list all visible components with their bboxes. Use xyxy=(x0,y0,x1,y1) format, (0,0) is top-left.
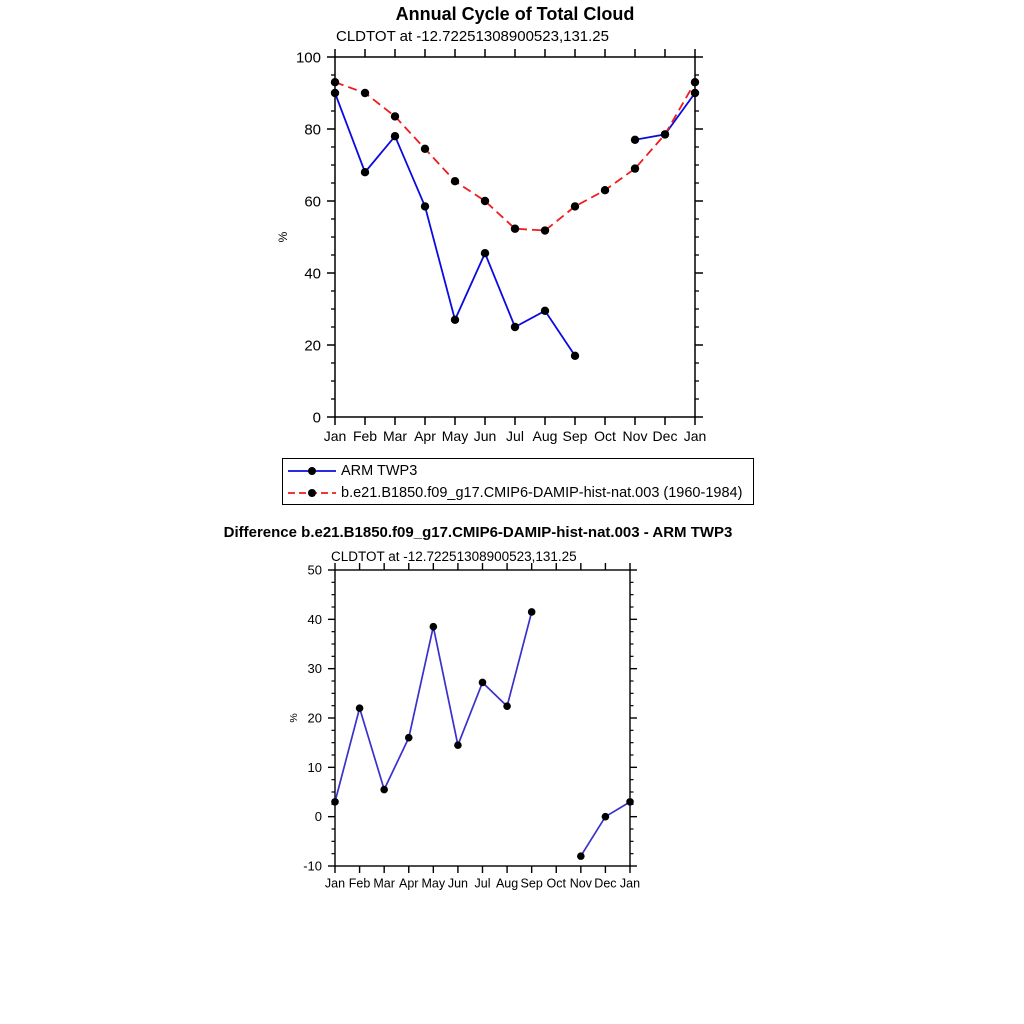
legend-label-arm-twp3: ARM TWP3 xyxy=(341,462,418,479)
y-tick-label: 30 xyxy=(307,661,322,677)
series-line xyxy=(335,93,695,356)
data-point-marker xyxy=(356,704,364,712)
y-tick-label: -10 xyxy=(303,858,322,874)
x-tick-label: Feb xyxy=(352,428,378,444)
x-tick-label: Apr xyxy=(414,428,436,444)
data-point-marker xyxy=(571,202,579,210)
legend-entry-model xyxy=(286,482,753,503)
x-tick-label: Jan xyxy=(683,428,707,444)
y-tick-label: 60 xyxy=(304,193,321,211)
legend-label-model: b.e21.B1850.f09_g17.CMIP6-DAMIP-hist-nat.003 (1960-1984) xyxy=(341,484,743,501)
plot-box xyxy=(335,570,630,866)
data-point-marker xyxy=(571,352,579,360)
data-point-marker xyxy=(391,132,399,140)
x-tick-label: Sep xyxy=(562,428,588,444)
legend-entry-arm-twp3 xyxy=(286,460,753,481)
x-tick-label: Nov xyxy=(622,428,648,444)
x-tick-label: May xyxy=(441,428,469,444)
y-tick-label: 80 xyxy=(304,121,321,139)
y-tick-label: 100 xyxy=(295,49,321,67)
series-line xyxy=(335,82,695,230)
data-point-marker xyxy=(421,145,429,153)
data-point-marker xyxy=(511,323,519,331)
data-point-marker xyxy=(577,852,585,860)
data-point-marker xyxy=(511,225,519,233)
x-tick-label: Dec xyxy=(652,428,678,444)
data-point-marker xyxy=(430,623,438,631)
x-tick-label: Jan xyxy=(619,876,641,891)
data-point-marker xyxy=(541,226,549,234)
x-tick-label: Dec xyxy=(594,876,617,891)
x-tick-label: Mar xyxy=(373,876,395,891)
y-axis-label: % xyxy=(288,713,300,723)
chart1-subtitle: CLDTOT at -12.72251308900523,131.25 xyxy=(336,28,609,45)
data-point-marker xyxy=(631,164,639,172)
data-point-marker xyxy=(361,168,369,176)
x-tick-label: Jul xyxy=(474,876,491,891)
data-point-marker xyxy=(421,202,429,210)
x-tick-label: Apr xyxy=(399,876,419,891)
x-tick-label: Jul xyxy=(506,428,524,444)
x-tick-label: Aug xyxy=(495,876,519,891)
y-tick-label: 20 xyxy=(307,710,322,726)
data-point-marker xyxy=(331,89,339,97)
data-point-marker xyxy=(454,741,462,749)
y-tick-label: 40 xyxy=(304,265,321,283)
legend-blue-line-sample-icon xyxy=(286,461,338,481)
data-point-marker xyxy=(602,813,610,821)
data-point-marker xyxy=(691,89,699,97)
data-point-marker xyxy=(451,316,459,324)
chart1-plot-area xyxy=(250,45,750,450)
data-point-marker xyxy=(631,136,639,144)
x-tick-label: Nov xyxy=(569,876,592,891)
y-tick-label: 10 xyxy=(307,759,322,775)
data-point-marker xyxy=(481,197,489,205)
data-point-marker xyxy=(331,798,339,806)
data-point-marker xyxy=(503,702,511,710)
x-tick-label: Jan xyxy=(323,428,347,444)
data-point-marker xyxy=(391,112,399,120)
data-point-marker xyxy=(601,186,609,194)
x-tick-label: May xyxy=(421,876,446,891)
x-tick-label: Jun xyxy=(473,428,497,444)
data-point-marker xyxy=(361,89,369,97)
data-point-marker xyxy=(661,130,669,138)
x-tick-label: Sep xyxy=(520,876,543,891)
data-point-marker xyxy=(331,78,339,86)
data-point-marker xyxy=(479,679,487,687)
data-point-marker xyxy=(691,78,699,86)
y-axis-label: % xyxy=(276,231,290,243)
chart1-legend xyxy=(282,458,754,505)
data-point-marker xyxy=(541,307,549,315)
x-tick-label: Aug xyxy=(532,428,558,444)
data-point-marker xyxy=(451,177,459,185)
data-point-marker xyxy=(481,249,489,257)
y-tick-label: 50 xyxy=(307,562,322,578)
data-point-marker xyxy=(405,734,413,742)
data-point-marker xyxy=(528,608,536,616)
data-point-marker xyxy=(380,786,388,794)
x-tick-label: Mar xyxy=(382,428,408,444)
data-point-marker xyxy=(626,798,634,806)
x-tick-label: Oct xyxy=(594,428,616,444)
legend-sample-marker xyxy=(308,467,316,475)
x-tick-label: Jan xyxy=(324,876,346,891)
chart2-plot-area xyxy=(250,558,700,900)
y-tick-label: 20 xyxy=(304,337,321,355)
series-line xyxy=(335,612,630,856)
chart2-subtitle: CLDTOT at -12.72251308900523,131.25 xyxy=(331,549,577,564)
x-tick-label: Oct xyxy=(546,876,566,891)
x-tick-label: Feb xyxy=(348,876,371,891)
legend-red-dashed-line-sample-icon xyxy=(286,483,338,503)
x-tick-label: Jun xyxy=(447,876,468,891)
legend-sample-marker xyxy=(308,489,316,497)
y-tick-label: 0 xyxy=(312,409,321,427)
y-tick-label: 0 xyxy=(314,809,322,825)
y-tick-label: 40 xyxy=(307,611,322,627)
chart2-title: Difference b.e21.B1850.f09_g17.CMIP6-DAMIP-hist-nat.003 - ARM TWP3 xyxy=(223,524,733,541)
chart1-title: Annual Cycle of Total Cloud xyxy=(395,4,635,24)
